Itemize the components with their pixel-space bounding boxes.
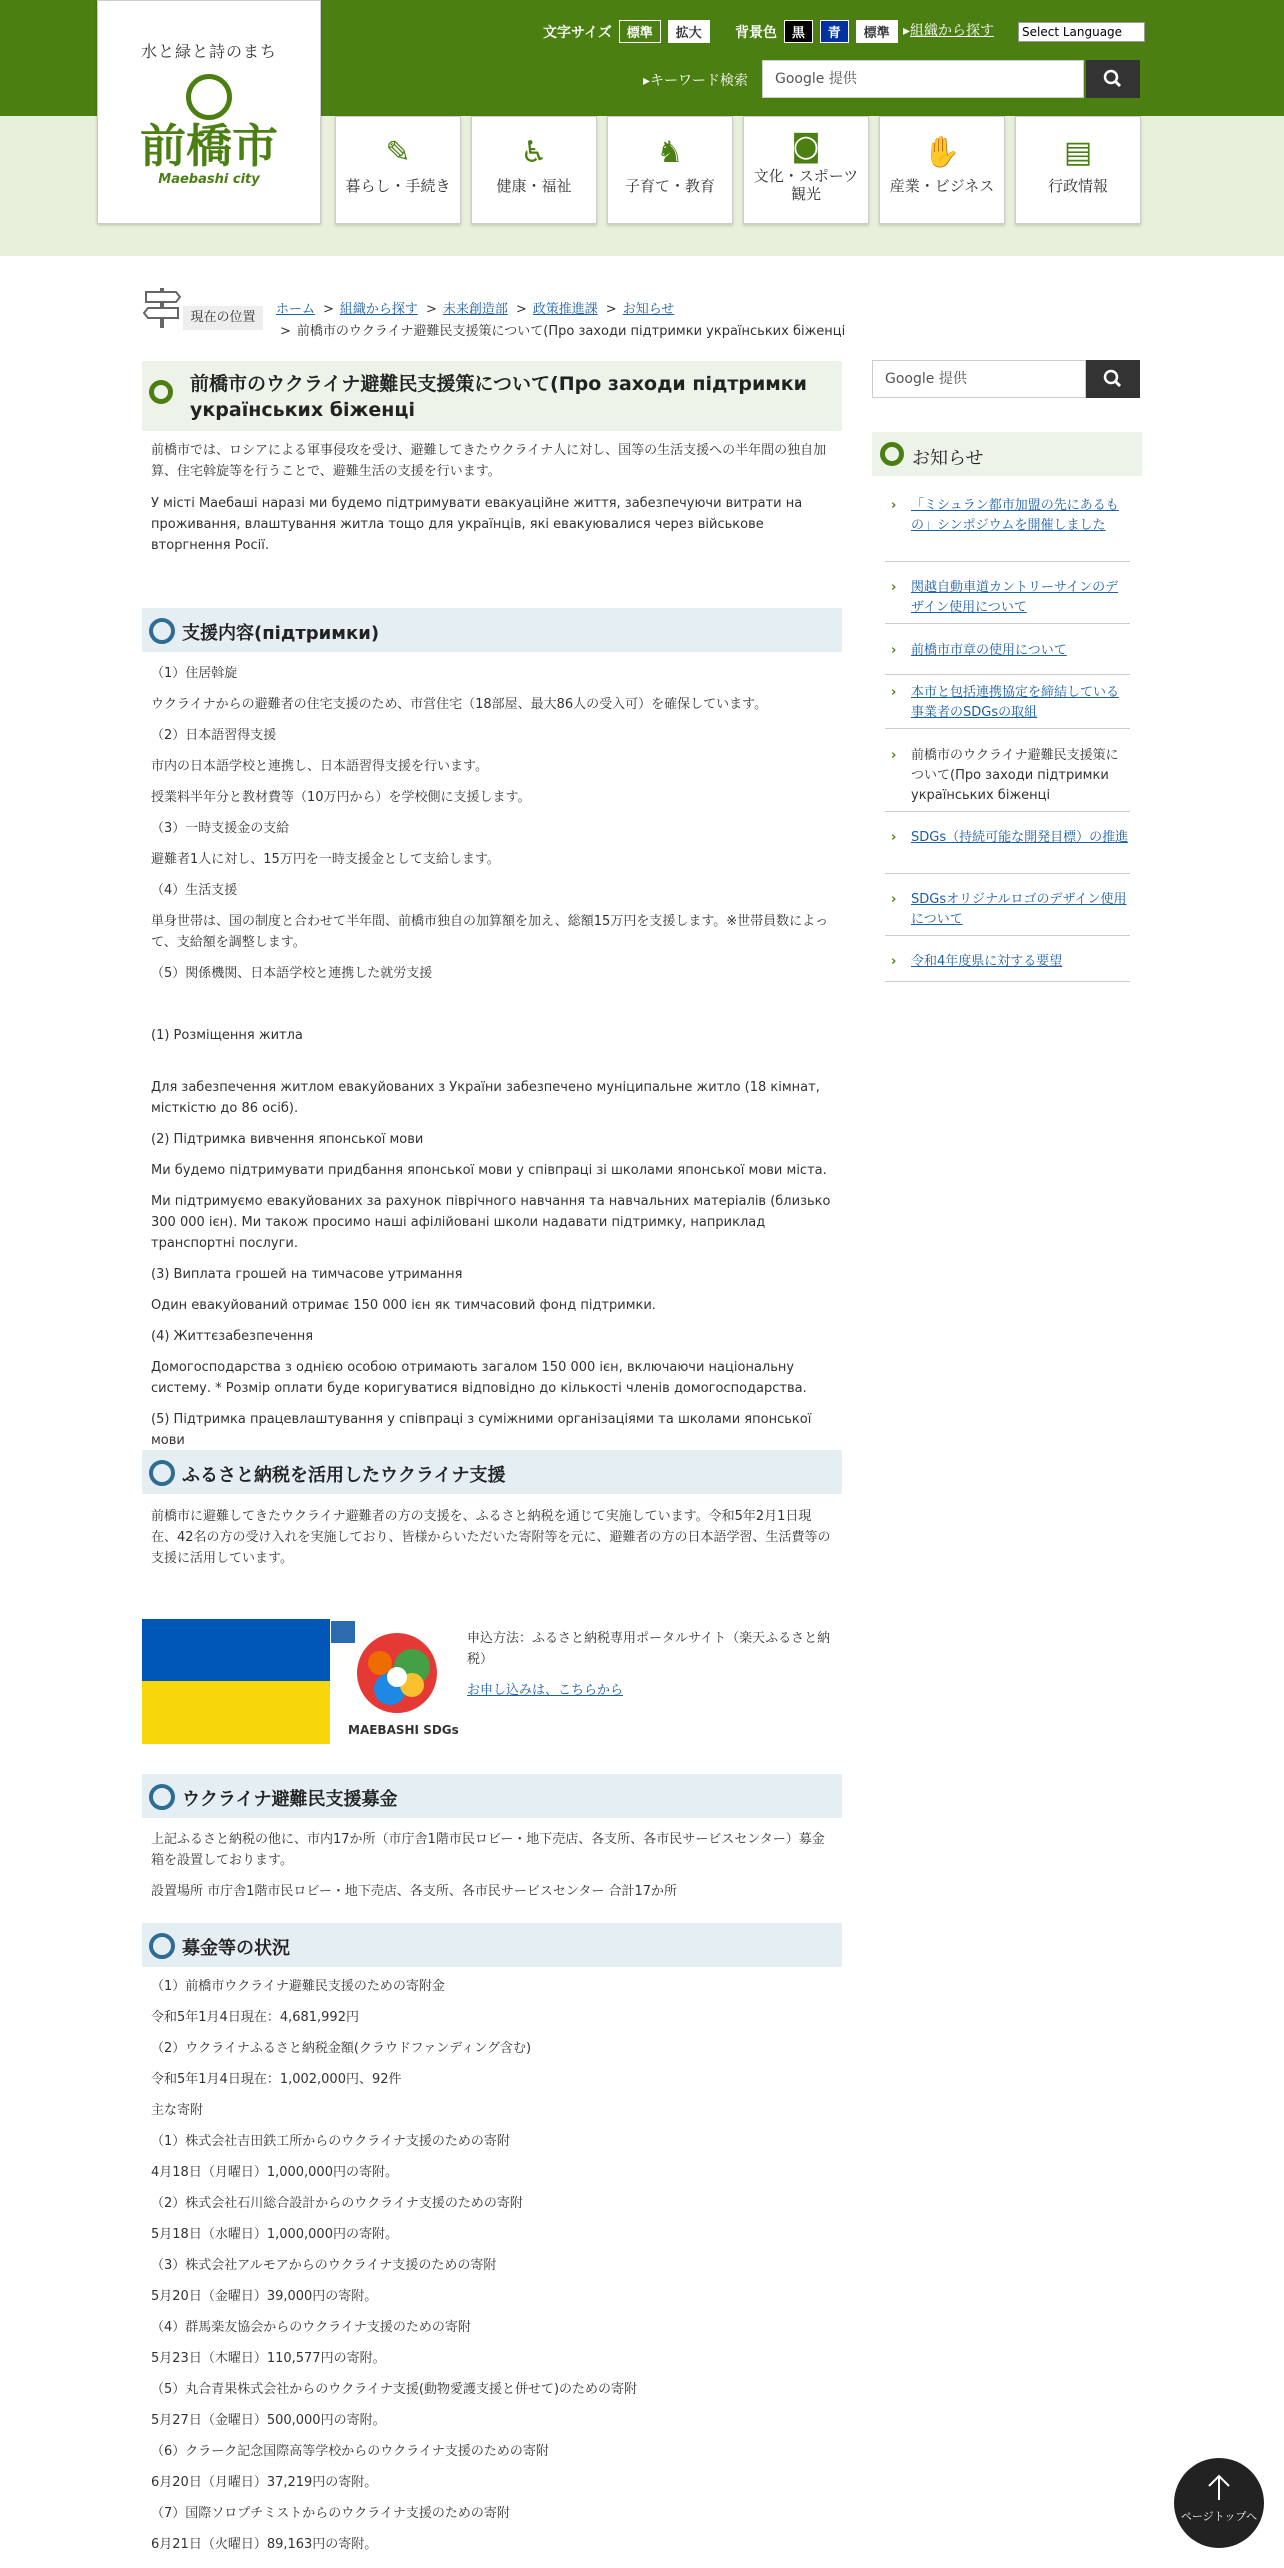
section-title: ウクライナ避難民支援募金 [182, 1789, 398, 1810]
chevron-right-icon: › [891, 498, 897, 513]
support-ja-5: 授業料半年分と教材費等（10万円から）を学校側に支援します。 [151, 790, 531, 805]
triangle-icon: ▸ [903, 23, 911, 39]
support-uk-7: Один евакуйований отримає 150 000 ієн як тимчасовий фонд підтримки. [151, 1298, 656, 1313]
chevron-right-icon: › [891, 954, 897, 969]
status-line: （1）前橋市ウクライナ避難民支援のための寄附金 [151, 1979, 445, 1994]
news-link[interactable]: 関越自動車道カントリーサインのデザイン使用について [911, 580, 1119, 615]
handshake-icon: ✋ [923, 135, 961, 170]
breadcrumb-current-label: 現在の位置 [183, 306, 263, 330]
support-ja-3: （2）日本語習得支援 [151, 728, 277, 743]
news-item-current [885, 746, 1130, 812]
search-icon [1086, 360, 1140, 398]
news-title: お知らせ [912, 448, 984, 469]
news-link[interactable]: SDGs（持続可能な開発目標）の推進 [911, 830, 1129, 845]
status-line: 6月20日（月曜日）37,219円の寄附。 [151, 2475, 378, 2490]
nav-label: 暮らし・手続き [345, 177, 451, 195]
support-ja-6: （3）一時支援金の支給 [151, 821, 290, 836]
breadcrumb-dept[interactable]: 未来創造部 [442, 302, 508, 317]
status-line: 主な寄附 [151, 2103, 204, 2118]
status-line: （3）株式会社アルモアからのウクライナ支援のための寄附 [151, 2258, 497, 2273]
page-title-box [142, 361, 842, 431]
circle-icon [149, 1784, 175, 1810]
news-link[interactable]: 令和4年度県に対する要望 [911, 954, 1063, 969]
status-line: （4）群馬楽友協会からのウクライナ支援のための寄附 [151, 2320, 471, 2335]
font-size-large-button[interactable]: 拡大 [668, 20, 710, 43]
rocking-horse-icon: ♞ [656, 135, 684, 170]
header-search-input[interactable]: Google 提供 [762, 60, 1084, 98]
intro-uk: У місті Маебаші наразі ми будемо підтримувати евакуаційне життя, забезпечуючи витрати на проживання, влаштування житла тощо для українців, які евакуювалися через військове вторгнення Росії. [151, 496, 803, 553]
section-title: 支援内容(підтримки) [182, 623, 380, 644]
bg-standard-button[interactable]: 標準 [856, 20, 898, 43]
news-heading [872, 432, 1142, 476]
donation-box-text: 上記ふるさと納税の他に、市内17か所（市庁舎1階市民ロビー・地下売店、各支所、各市民サービスセンター）募金箱を設置しております。 [151, 1832, 825, 1868]
chevron-right-icon: › [891, 892, 897, 907]
circle-icon [149, 1933, 175, 1959]
chevron-right-icon: › [891, 748, 897, 763]
sdgs-logo [334, 1621, 460, 1731]
breadcrumb-current-text: 前橋市のウクライナ避難民支援策について(Про заходи підтримки українських біженці [296, 324, 846, 339]
status-line: （1）株式会社吉田鉄工所からのウクライナ支援のための寄附 [151, 2134, 510, 2149]
sidebar-search-button[interactable] [1086, 360, 1140, 398]
page-title: 前橋市のウクライナ避難民支援策について(Про заходи підтримки українських біженці [190, 373, 807, 421]
news-item[interactable] [885, 496, 1130, 562]
section-furusato-heading [142, 1450, 842, 1494]
support-uk-6: (3) Виплата грошей на тимчасове утримання [151, 1267, 463, 1282]
support-ja-10: （5）関係機関、日本語学校と連携した就労支援 [151, 966, 433, 981]
support-uk-8: (4) Життєзабезпечення [151, 1329, 314, 1344]
search-icon [1086, 60, 1140, 98]
news-item[interactable] [885, 952, 1130, 982]
status-line: 6月21日（火曜日）89,163円の寄附。 [151, 2537, 378, 2552]
section-title: ふるさと納税を活用したウクライナ支援 [182, 1465, 506, 1486]
section-status-heading [142, 1923, 842, 1967]
header-search-button[interactable] [1086, 60, 1140, 98]
status-line: 5月23日（木曜日）110,577円の寄附。 [151, 2351, 386, 2366]
status-line: 5月27日（金曜日）500,000円の寄附。 [151, 2413, 386, 2428]
news-link[interactable]: 前橋市市章の使用について [911, 643, 1067, 658]
nav-label: 文化・スポーツ 観光 [753, 167, 859, 203]
circle-icon [149, 380, 173, 404]
chevron-right-icon: › [891, 643, 897, 658]
camera-icon: ◙ [791, 129, 821, 164]
chevron-right-icon: > [425, 302, 437, 317]
support-uk-10: (5) Підтримка працевлаштування у співпраці з суміжними організаціями та школами японської мови [151, 1412, 812, 1448]
status-line: 5月20日（金曜日）39,000円の寄附。 [151, 2289, 378, 2304]
bg-black-button[interactable]: 黒 [784, 20, 813, 43]
news-item[interactable] [885, 578, 1130, 624]
logo-name: 前橋市 [140, 119, 278, 173]
circle-icon [880, 442, 904, 466]
news-item[interactable] [885, 683, 1130, 729]
status-line: （2）ウクライナふるさと納税金額(クラウドファンディング含む) [151, 2041, 532, 2056]
support-uk-2: Для забезпечення житлом евакуйованих з України забезпечено муніципальне житло (18 кімнат, місткістю до 86 осіб). [151, 1080, 820, 1116]
status-line: （5）丸合青果株式会社からのウクライナ支援(動物愛護支援と併せて)のための寄附 [151, 2382, 638, 2397]
status-line: 4月18日（月曜日）1,000,000円の寄附。 [151, 2165, 398, 2180]
support-ja-9: 単身世帯は、国の制度と合わせて半年間、前橋市独自の加算額を加え、総額15万円を支援します。※世帯員数によって、支給額を調整します。 [151, 914, 829, 950]
circle-icon [149, 618, 175, 644]
news-current-text: 前橋市のウクライナ避難民支援策について(Про заходи підтримки українських біженці [911, 748, 1119, 803]
chevron-right-icon: › [891, 580, 897, 595]
section-donation-box-heading [142, 1774, 842, 1818]
nav-item-childcare[interactable] [607, 116, 733, 224]
section-title: 募金等の状況 [182, 1938, 290, 1959]
ukraine-flag-image [142, 1619, 330, 1744]
news-link[interactable]: 「ミシュラン都市加盟の先にあるもの」シンポジウムを開催しました [911, 498, 1119, 533]
status-line: 令和5年1月4日現在：1,002,000円、92件 [151, 2072, 402, 2087]
nav-item-living[interactable] [335, 116, 461, 224]
document-icon: ▤ [1063, 135, 1093, 170]
logo-tagline: 水と緑と詩のまち [140, 42, 277, 61]
nav-label: 子育て・教育 [624, 177, 715, 195]
support-uk-3: (2) Підтримка вивчення японської мови [151, 1132, 424, 1147]
news-item[interactable] [885, 828, 1130, 874]
arrow-up-icon [1204, 2472, 1234, 2502]
font-size-standard-button[interactable]: 標準 [619, 20, 661, 43]
sidebar-search-input[interactable]: Google 提供 [872, 360, 1086, 398]
wheelchair-icon: ♿ [520, 135, 548, 170]
logo-ring-icon [186, 74, 232, 120]
support-uk-4: Ми будемо підтримувати придбання японської мови у співпраці зі школами японської мови міста. [151, 1163, 827, 1178]
status-line: （7）国際ソロプチミストからのウクライナ支援のための寄附 [151, 2506, 510, 2521]
status-line: （2）株式会社石川総合設計からのウクライナ支援のための寄附 [151, 2196, 523, 2211]
nav-item-admin[interactable] [1015, 116, 1141, 224]
news-item[interactable] [885, 890, 1130, 936]
chevron-right-icon: › [891, 685, 897, 700]
chevron-right-icon: > [605, 302, 617, 317]
bg-blue-button[interactable]: 青 [820, 20, 849, 43]
support-uk-1: (1) Розміщення житла [151, 1028, 303, 1043]
apply-method: 申込方法：ふるさと納税専用ポータルサイト（楽天ふるさと納税） [467, 1631, 831, 1667]
support-ja-8: （4）生活支援 [151, 883, 238, 898]
nav-label: 健康・福祉 [496, 177, 572, 195]
chevron-right-icon: > [515, 302, 527, 317]
signpost-icon [142, 284, 182, 330]
news-link[interactable]: 本市と包括連携協定を締結している事業者のSDGsの取組 [911, 685, 1120, 720]
nav-label: 産業・ビジネス [889, 177, 995, 195]
status-line: （6）クラーク記念国際高等学校からのウクライナ支援のための寄附 [151, 2444, 549, 2459]
support-uk-9: Домогосподарства з однією особою отримають загалом 150 000 ієн, включаючи національну систему. * Розмір оплати буде коригуватися відповідно до кількості членів домогосподарства. [151, 1360, 807, 1396]
bg-color-label: 背景色 [735, 25, 777, 41]
support-uk-5: Ми підтримуємо евакуйованих за рахунок піврічного навчання та навчальних матеріалів (близько 300 000 ієн). Ми також просимо наші афілійовані школи надавати підтримку, наприклад транспортні послуги. [151, 1194, 831, 1251]
news-link[interactable]: SDGsオリジナルロゴのデザイン使用について [911, 892, 1127, 927]
font-size-control [543, 20, 710, 43]
org-search-text[interactable]: 組織から探す [910, 23, 995, 39]
logo-english: Maebashi city [158, 172, 260, 187]
page-top-label: ページトップへ [1180, 2510, 1258, 2523]
section-support-heading [142, 608, 842, 652]
status-line: 5月18日（水曜日）1,000,000円の寄附。 [151, 2227, 398, 2242]
apply-link[interactable]: お申し込みは、こちらから [467, 1683, 624, 1698]
page-top-button[interactable] [1174, 2458, 1264, 2548]
keyword-search-text: キーワード検索 [650, 73, 749, 89]
support-ja-7: 避難者1人に対し、15万円を一時支援金として支給します。 [151, 852, 500, 867]
chevron-right-icon: > [323, 302, 334, 317]
bg-color-control [735, 20, 898, 43]
support-ja-2: ウクライナからの避難者の住宅支援のため、市営住宅（18部屋、最大86人の受入可）を確保しています。 [151, 697, 768, 712]
support-ja-4: 市内の日本語学校と連携し、日本語習得支援を行います。 [151, 759, 488, 774]
language-select[interactable]: Select Language [1018, 22, 1145, 42]
circle-icon [149, 1460, 175, 1486]
org-search-link[interactable] [903, 20, 994, 40]
pen-icon: ✎ [385, 135, 411, 170]
breadcrumb-org[interactable]: 組織から探す [339, 302, 418, 317]
nav-item-health[interactable] [471, 116, 597, 224]
nav-item-culture[interactable] [743, 116, 869, 224]
donation-box-location: 設置場所 市庁舎1階市民ロビー・地下売店、各支所、各市民サービスセンター 合計17か所 [151, 1884, 678, 1899]
breadcrumb-division[interactable]: 政策推進課 [532, 302, 598, 317]
support-ja-1: （1）住居斡旋 [151, 666, 238, 681]
furusato-text: 前橋市に避難してきたウクライナ避難者の方の支援を、ふるさと納税を通じて実施しています。令和5年2月1日現在、42名の方の受け入れを実施しており、皆様からいただいた寄附等を元に、避難者の方の日本語学習、生活費等の支援に活用しています。 [151, 1509, 831, 1566]
breadcrumb-home[interactable]: ホーム [276, 302, 316, 317]
nav-label: 行政情報 [1047, 177, 1108, 195]
status-line: 令和5年1月4日現在：4,681,992円 [151, 2010, 359, 2025]
intro-ja: 前橋市では、ロシアによる軍事侵攻を受け、避難してきたウクライナ人に対し、国等の生活支援への半年間の独自加算、住宅斡旋等を行うことで、避難生活の支援を行います。 [151, 443, 827, 479]
site-logo[interactable] [97, 0, 321, 224]
breadcrumb [276, 298, 674, 317]
chevron-right-icon: › [891, 830, 897, 845]
news-item[interactable] [885, 641, 1130, 675]
triangle-icon: ▸ [643, 73, 651, 89]
breadcrumb-news[interactable]: お知らせ [622, 302, 675, 317]
sdgs-label: MAEBASHI SDGs [348, 1723, 459, 1737]
font-size-label: 文字サイズ [543, 25, 612, 41]
nav-item-business[interactable] [879, 116, 1005, 224]
breadcrumb-current-page [276, 320, 845, 339]
keyword-search-label [643, 70, 748, 90]
chevron-right-icon: > [280, 324, 291, 339]
